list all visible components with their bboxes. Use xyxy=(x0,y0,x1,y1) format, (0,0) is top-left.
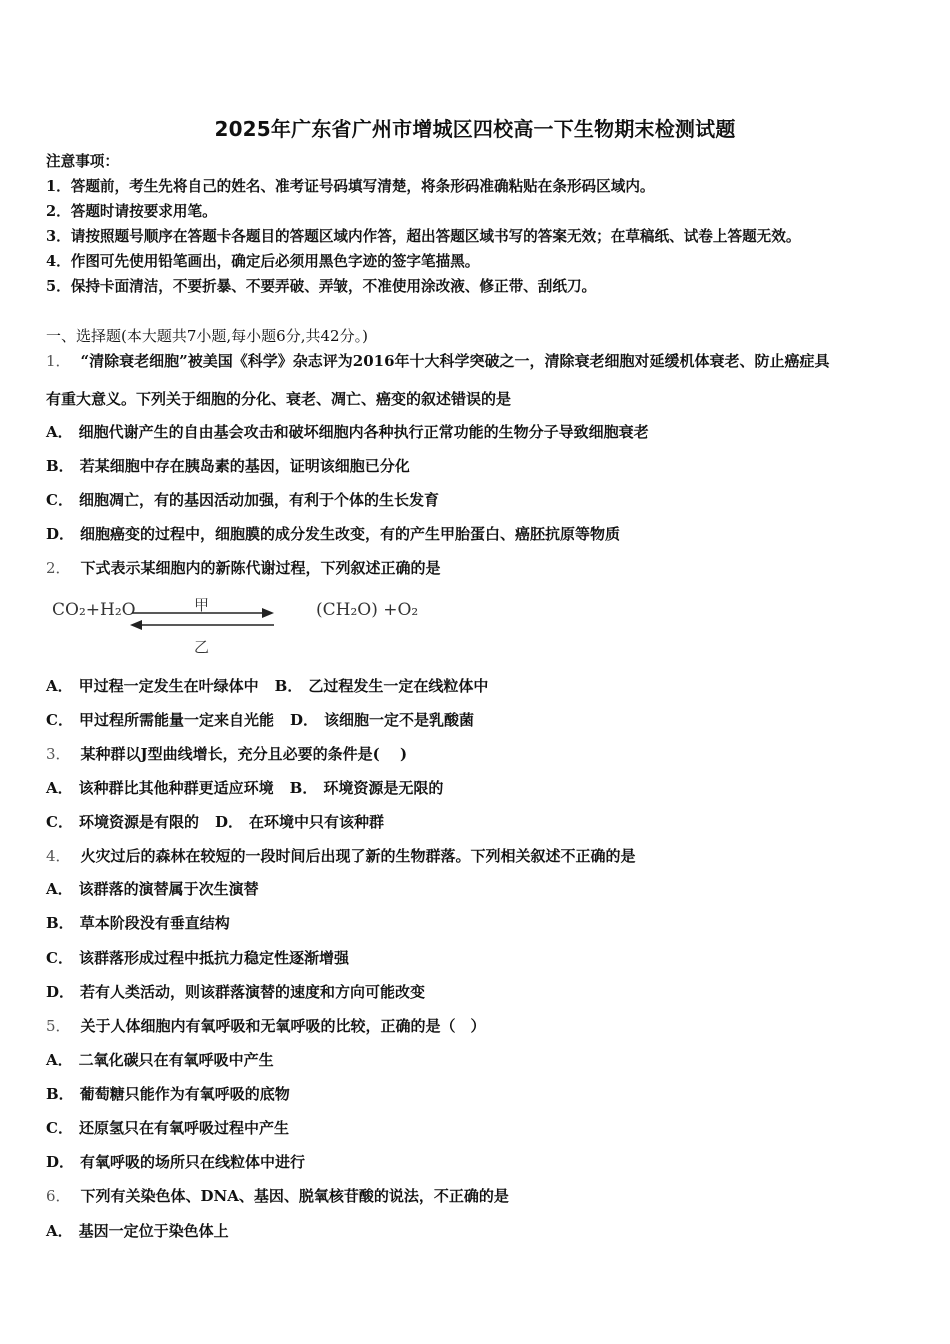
option-c xyxy=(46,490,920,510)
option-row-cd xyxy=(46,812,920,832)
question-6-stem xyxy=(46,1186,920,1206)
page-title: 2025年广东省广州市增城区四校高一下生物期末检测试题 xyxy=(214,117,736,141)
option-b xyxy=(46,913,920,933)
question-text: “清除衰老细胞”被美国《科学》杂志评为2016年十大科学突破之一，清除衰老细胞对延缓机体衰老、防止癌症具 xyxy=(80,352,830,370)
option-text: 细胞凋亡，有的基因活动加强，有利于个体的生长发育 xyxy=(78,491,439,509)
option-row-ab xyxy=(46,676,920,696)
question-number: 3． xyxy=(46,745,71,763)
option-d xyxy=(46,1152,920,1172)
question-text: 火灾过后的森林在较短的一段时间后出现了新的生物群落。下列相关叙述不正确的是 xyxy=(80,847,636,865)
question-number: 5． xyxy=(46,1017,71,1035)
option-text: 该群落形成过程中抵抗力稳定性逐渐增强 xyxy=(78,949,349,967)
option-text: 在环境中只有该种群 xyxy=(248,813,384,831)
question-2-stem xyxy=(46,558,920,578)
question-text: 下式表示某细胞内的新陈代谢过程，下列叙述正确的是 xyxy=(80,559,441,577)
option-text: 葡萄糖只能作为有氧呼吸的底物 xyxy=(79,1085,290,1103)
option-letter: A． xyxy=(46,1051,73,1069)
option-letter: C． xyxy=(46,949,73,967)
option-letter: A． xyxy=(46,880,73,898)
option-text: 还原氢只在有氧呼吸过程中产生 xyxy=(78,1119,289,1137)
notice-item: 4．作图可先使用铅笔画出，确定后必须用黑色字迹的签字笔描黑。 xyxy=(46,253,480,270)
option-a xyxy=(46,422,920,442)
option-b xyxy=(46,456,920,476)
section-heading: 一、选择题(本大题共7小题,每小题6分,共42分。) xyxy=(46,327,368,345)
option-letter: C． xyxy=(46,1119,73,1137)
option-text: 有氧呼吸的场所只在线粒体中进行 xyxy=(80,1153,306,1171)
option-text: 二氧化碳只在有氧呼吸中产生 xyxy=(78,1051,274,1069)
equation-reactants: CO₂+H₂O xyxy=(52,600,136,620)
option-letter: A． xyxy=(46,779,73,797)
option-text: 环境资源是无限的 xyxy=(323,779,444,797)
option-text: 草本阶段没有垂直结构 xyxy=(79,914,230,932)
option-row-ab xyxy=(46,778,920,798)
notice-item: 1．答题前，考生先将自己的姓名、准考证号码填写清楚，将条形码准确粘贴在条形码区域内。 xyxy=(46,178,655,195)
question-number: 2． xyxy=(46,559,71,577)
option-letter: D． xyxy=(46,525,75,543)
option-letter: B． xyxy=(289,779,318,797)
option-letter: B． xyxy=(46,914,74,932)
option-letter: C． xyxy=(46,711,73,729)
equation-label-forward: 甲 xyxy=(194,596,210,614)
option-letter: C． xyxy=(46,491,73,509)
reaction-equation xyxy=(50,592,470,662)
notice-item: 2．答题时请按要求用笔。 xyxy=(46,203,217,220)
question-number: 1． xyxy=(46,352,71,370)
option-letter: D． xyxy=(46,983,75,1001)
question-4-stem xyxy=(46,846,920,866)
option-text: 细胞癌变的过程中，细胞膜的成分发生改变，有的产生甲胎蛋白、癌胚抗原等物质 xyxy=(80,525,621,543)
option-letter: A． xyxy=(46,1222,73,1240)
option-letter: B． xyxy=(46,457,74,475)
question-text: 某种群以J型曲线增长，充分且必要的条件是( ) xyxy=(80,745,408,763)
option-text: 甲过程一定发生在叶绿体中 xyxy=(78,677,259,695)
option-letter: A． xyxy=(46,677,73,695)
option-text: 基因一定位于染色体上 xyxy=(78,1222,229,1240)
question-1-stem-cont: 有重大意义。下列关于细胞的分化、衰老、凋亡、癌变的叙述错误的是 xyxy=(46,390,512,408)
question-text: 关于人体细胞内有氧呼吸和无氧呼吸的比较，正确的是（ ） xyxy=(80,1017,486,1035)
notice-item: 5．保持卡面清洁，不要折暴、不要弄破、弄皱，不准使用涂改液、修正带、刮纸刀。 xyxy=(46,278,597,295)
option-text: 若有人类活动，则该群落演替的速度和方向可能改变 xyxy=(80,983,426,1001)
question-1-stem xyxy=(46,351,920,371)
option-d xyxy=(46,524,920,544)
option-letter: B． xyxy=(46,1085,74,1103)
question-number: 4． xyxy=(46,847,71,865)
option-letter: A． xyxy=(46,423,73,441)
option-text: 该群落的演替属于次生演替 xyxy=(78,880,259,898)
question-number: 6． xyxy=(46,1187,71,1205)
option-text: 该种群比其他种群更适应环境 xyxy=(78,779,274,797)
notice-item: 3．请按照题号顺序在答题卡各题目的答题区域内作答，超出答题区域书写的答案无效；在草稿纸、试卷上答题无效。 xyxy=(46,228,801,245)
question-3-stem xyxy=(46,744,920,764)
option-a xyxy=(46,879,920,899)
option-row-cd xyxy=(46,710,920,730)
option-text: 该细胞一定不是乳酸菌 xyxy=(323,711,474,729)
equation-label-reverse: 乙 xyxy=(194,638,210,656)
option-d xyxy=(46,982,920,1002)
notice-heading: 注意事项： xyxy=(46,153,119,170)
option-letter: D． xyxy=(214,813,243,831)
option-text: 甲过程所需能量一定来自光能 xyxy=(78,711,274,729)
option-c xyxy=(46,1118,920,1138)
option-letter: B． xyxy=(274,677,303,695)
option-text: 细胞代谢产生的自由基会攻击和破坏细胞内各种执行正常功能的生物分子导致细胞衰老 xyxy=(78,423,649,441)
equation-products: (CH₂O) +O₂ xyxy=(316,600,419,620)
question-text: 下列有关染色体、DNA、基因、脱氧核苷酸的说法，不正确的是 xyxy=(80,1187,509,1205)
option-b xyxy=(46,1084,920,1104)
question-5-stem xyxy=(46,1016,920,1036)
option-letter: D． xyxy=(289,711,318,729)
reversible-arrow-icon xyxy=(128,608,278,632)
option-a xyxy=(46,1050,920,1070)
option-letter: C． xyxy=(46,813,73,831)
option-text: 环境资源是有限的 xyxy=(78,813,199,831)
option-a xyxy=(46,1221,920,1241)
option-text: 若某细胞中存在胰岛素的基因，证明该细胞已分化 xyxy=(79,457,410,475)
option-text: 乙过程发生一定在线粒体中 xyxy=(308,677,489,695)
option-c xyxy=(46,948,920,968)
option-letter: D． xyxy=(46,1153,75,1171)
